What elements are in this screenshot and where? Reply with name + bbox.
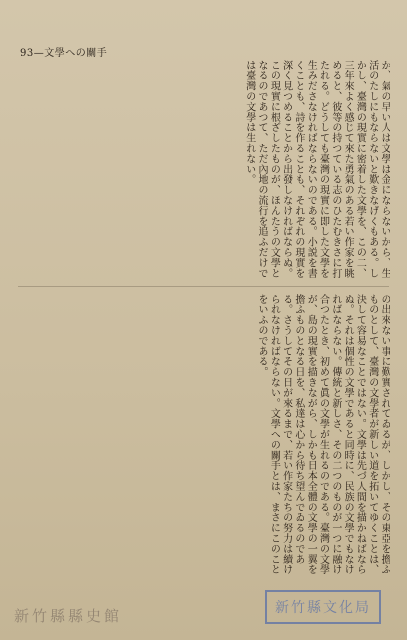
library-stamp: 新竹縣文化局 bbox=[265, 590, 381, 624]
text-column-bottom: の出來ない事に歎實されてゐるが、しかし、その東亞を擔ふものとして、臺灣の文學者が新しい道を拓いてゆくことは、決して容易なことではない。文學は先づ人間を描かねばならぬ。それは個性の文學であると同時に、民族の文學でもなければならない。傳統と新しさ、その二つのものが一つに融け合つたとき、初めて眞の文學が生れるのである。臺灣の文學が、島の現實を描きながら、しかも日本全體の文學の一翼を擔ふものとなる日を、私達は心から待ち望んでゐるのである。さうしてその日が來るまで、若い作家たちの努力は續けられなければならない。文學への關手とは、まさにこのことをいふのである。 bbox=[256, 294, 390, 575]
section-divider bbox=[18, 286, 389, 287]
archive-watermark: 新竹縣縣史館 bbox=[14, 607, 123, 625]
text-column-top: か、氣の早い人は文學は金にならないから、生活のたしにもならないと歎きなげくもある。しかし、臺灣の現實に密着した文學を、この二、三年來よく感じて來た勇氣のある若い作家を眺めると、彼等の持つている志のひたむきさに打たれる。どうしても臺灣の現實に即した文學を生みださなければならないのである。小説を書くことも、詩を作ることも、それぞれの現實を深く見つめることから出發しなければならぬ。この現實に根ざしたものが、ほんたうの文學となるのであつて、ただ內地の流行を追ふだけでは臺灣の文學は生れない。 bbox=[243, 60, 390, 279]
running-header: 93—文學への關手 bbox=[20, 48, 108, 59]
